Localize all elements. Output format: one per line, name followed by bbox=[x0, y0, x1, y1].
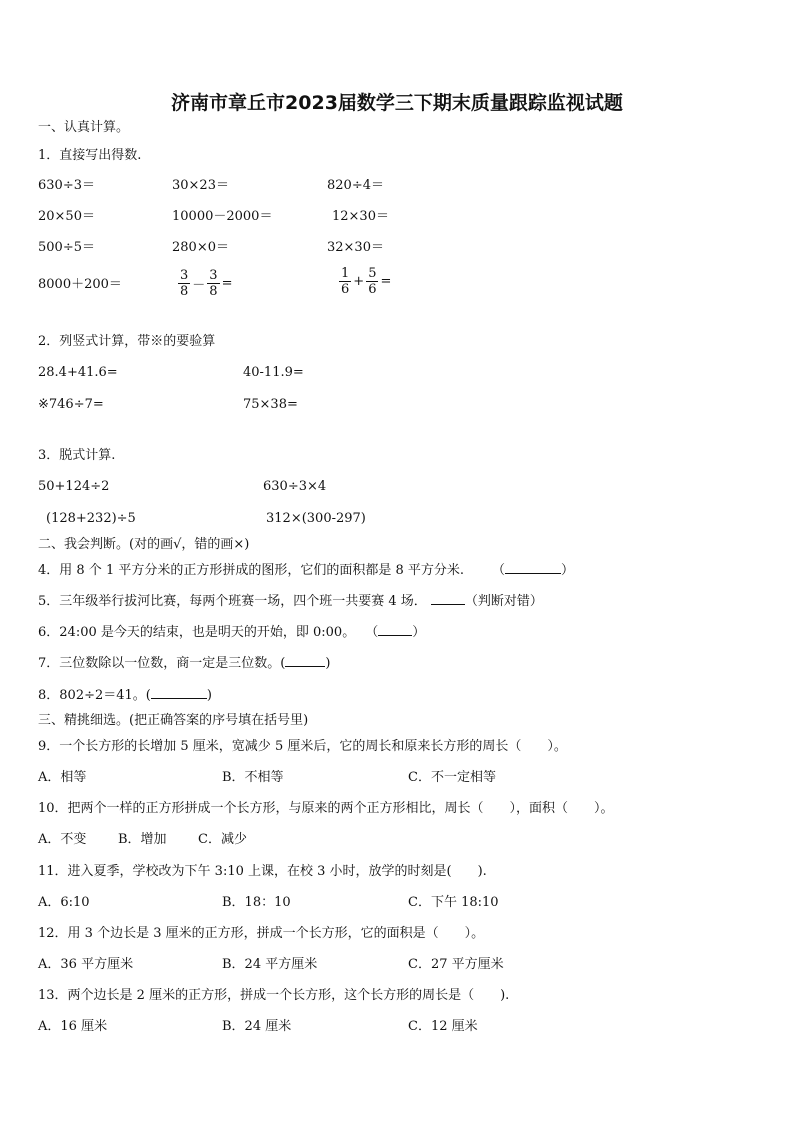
denominator: 8 bbox=[209, 284, 218, 299]
equals-sign: = bbox=[221, 276, 233, 291]
judge-question-4: 4．用 8 个 1 平方分米的正方形拼成的图形，它们的面积都是 8 平方分米. （ ） bbox=[38, 563, 575, 578]
choice-option-b[interactable]: B．不相等 bbox=[222, 770, 284, 785]
calc-item: 280×0＝ bbox=[172, 240, 229, 255]
judge-question-5 bbox=[38, 594, 543, 610]
vertical-calc-item: 28.4+41.6= bbox=[38, 365, 118, 380]
choice-question-13: 13．两个边长是 2 厘米的正方形，拼成一个长方形，这个长方形的周长是（ ). bbox=[38, 988, 510, 1003]
section-2-heading: 二、我会判断。(对的画√，错的画×) bbox=[38, 537, 250, 552]
numerator: 3 bbox=[209, 268, 218, 283]
question-3-header: 3．脱式计算. bbox=[38, 448, 116, 463]
step-calc-item: 312×(300-297) bbox=[266, 511, 366, 526]
answer-blank[interactable] bbox=[285, 666, 325, 667]
judge-question-6: 6．24:00 是今天的结束，也是明天的开始，即 0:00。 （ ） bbox=[38, 625, 426, 640]
operator: － bbox=[192, 278, 206, 293]
fraction-expression-2 bbox=[338, 266, 392, 297]
judge-question-8: 8．802÷2＝41。( ) bbox=[38, 688, 212, 703]
judge-question-7: 7．三位数除以一位数，商一定是三位数。( ) bbox=[38, 656, 331, 671]
choice-option-a[interactable]: A．6:10 bbox=[38, 895, 90, 910]
judge-hint: （判断对错） bbox=[464, 594, 543, 609]
calc-item: 630÷3＝ bbox=[38, 178, 95, 193]
choice-option-a[interactable]: A．相等 bbox=[38, 770, 87, 785]
choice-option-c[interactable]: C．下午 18:10 bbox=[408, 895, 499, 910]
operator: + bbox=[353, 274, 365, 289]
choice-question-10: 10．把两个一样的正方形拼成一个长方形，与原来的两个正方形相比，周长（ ），面积（ ）。 bbox=[38, 801, 614, 816]
answer-blank[interactable] bbox=[378, 635, 412, 636]
choice-option-c[interactable]: C．27 平方厘米 bbox=[408, 957, 504, 972]
calc-item: 12×30＝ bbox=[332, 209, 389, 224]
calc-item: 820÷4＝ bbox=[327, 178, 384, 193]
numerator: 5 bbox=[368, 266, 377, 281]
calc-item: 10000－2000＝ bbox=[172, 209, 273, 224]
question-2-header: 2．列竖式计算，带※的要验算 bbox=[38, 334, 216, 349]
calc-item: 30×23＝ bbox=[172, 178, 229, 193]
denominator: 6 bbox=[368, 282, 377, 297]
choice-option-c[interactable]: C．减少 bbox=[198, 832, 247, 847]
answer-blank[interactable] bbox=[431, 604, 465, 605]
question-1-header: 1．直接写出得数. bbox=[38, 148, 142, 163]
vertical-calc-item: ※746÷7= bbox=[38, 397, 104, 412]
vertical-calc-item: 75×38= bbox=[243, 397, 298, 412]
choice-question-11: 11．进入夏季，学校改为下午 3:10 上课，在校 3 小时，放学的时刻是( ). bbox=[38, 864, 487, 879]
question-text: 4．用 8 个 1 平方分米的正方形拼成的图形，它们的面积都是 8 平方分米. bbox=[38, 563, 465, 578]
calc-item: 8000＋200＝ bbox=[38, 277, 122, 292]
denominator: 6 bbox=[341, 282, 350, 297]
choice-option-c[interactable]: C．不一定相等 bbox=[408, 770, 496, 785]
answer-blank[interactable] bbox=[505, 573, 561, 574]
choice-option-a[interactable]: A．36 平方厘米 bbox=[38, 957, 134, 972]
calc-item: 32×30＝ bbox=[327, 240, 384, 255]
denominator: 8 bbox=[180, 284, 189, 299]
question-text: 7．三位数除以一位数，商一定是三位数。 bbox=[38, 656, 281, 671]
numerator: 1 bbox=[341, 266, 350, 281]
section-3-heading: 三、精挑细选。(把正确答案的序号填在括号里) bbox=[38, 713, 309, 728]
answer-blank[interactable] bbox=[151, 698, 207, 699]
step-calc-item: 50+124÷2 bbox=[38, 479, 110, 494]
question-text: 6．24:00 是今天的结束，也是明天的开始，即 0:00。 bbox=[38, 625, 356, 640]
choice-option-b[interactable]: B．增加 bbox=[118, 832, 167, 847]
choice-option-b[interactable]: B．24 厘米 bbox=[222, 1019, 292, 1034]
choice-question-9: 9．一个长方形的长增加 5 厘米，宽减少 5 厘米后，它的周长和原来长方形的周长（ ）。 bbox=[38, 739, 567, 754]
vertical-calc-item: 40-11.9= bbox=[243, 365, 304, 380]
calc-item: 20×50＝ bbox=[38, 209, 95, 224]
step-calc-item: 630÷3×4 bbox=[263, 479, 327, 494]
step-calc-item: (128+232)÷5 bbox=[46, 511, 136, 526]
question-text: 5．三年级举行拔河比赛，每两个班赛一场，四个班一共要赛 4 场． bbox=[38, 594, 427, 609]
choice-option-b[interactable]: B．24 平方厘米 bbox=[222, 957, 318, 972]
choice-question-12: 12．用 3 个边长是 3 厘米的正方形，拼成一个长方形，它的面积是（ ）。 bbox=[38, 926, 485, 941]
calc-item: 500÷5＝ bbox=[38, 240, 95, 255]
numerator: 3 bbox=[180, 268, 189, 283]
choice-option-b[interactable]: B．18：10 bbox=[222, 895, 291, 910]
equals-sign: = bbox=[380, 274, 392, 289]
page-title: 济南市章丘市2023届数学三下期末质量跟踪监视试题 bbox=[171, 92, 623, 114]
question-text: 8．802÷2＝41。 bbox=[38, 688, 146, 703]
section-1-heading: 一、认真计算。 bbox=[38, 120, 130, 135]
fraction-expression-1 bbox=[177, 268, 233, 299]
choice-option-a[interactable]: A．不变 bbox=[38, 832, 87, 847]
choice-option-a[interactable]: A．16 厘米 bbox=[38, 1019, 108, 1034]
choice-option-c[interactable]: C．12 厘米 bbox=[408, 1019, 478, 1034]
